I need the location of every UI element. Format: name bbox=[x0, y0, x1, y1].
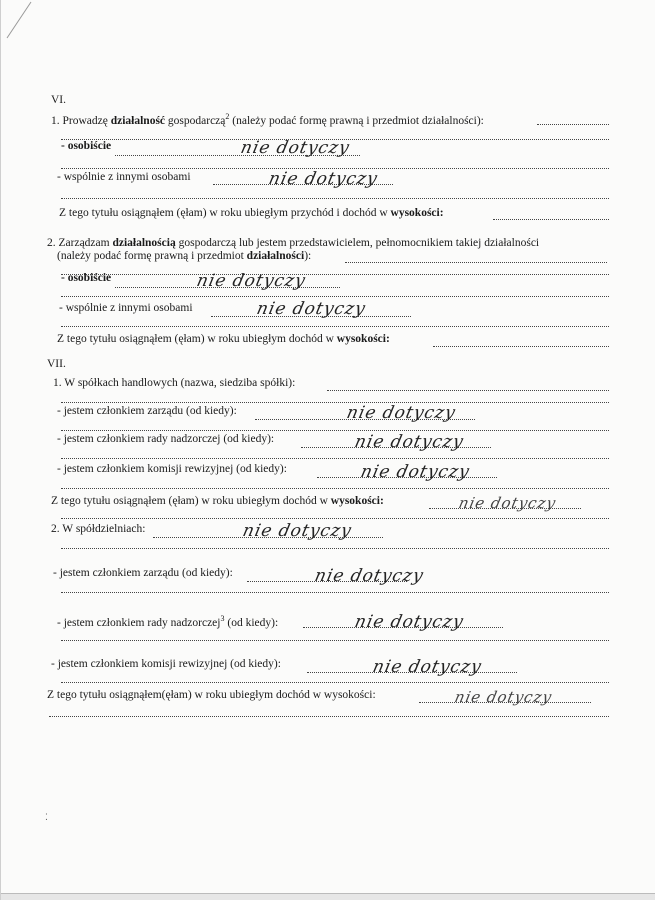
vii-q2-extra-line-4 bbox=[49, 716, 609, 717]
vi-q2-income-line[interactable] bbox=[433, 346, 609, 347]
vii-q1-audit-label: - jestem członkiem komisji rewizyjnej (od kiedy): bbox=[57, 463, 287, 475]
vii-q2-board-value: nie dotyczy bbox=[312, 566, 426, 586]
vii-q1-supervisory-label: - jestem członkiem rady nadzorczej (od kiedy): bbox=[57, 433, 275, 445]
vi-q1-income-line[interactable] bbox=[493, 219, 609, 220]
vii-q2-supervisory-label: - jestem członkiem rady nadzorczej$^3$ (od kiedy): bbox=[57, 614, 279, 629]
vii-q1-board-value: nie dotyczy bbox=[344, 403, 458, 423]
vi-q2-personally-label: - osobiście bbox=[61, 272, 112, 284]
vi-q2-jointly-label: - wspólnie z innymi osobami bbox=[59, 302, 193, 314]
vi-q2-answer-line-2[interactable] bbox=[61, 274, 609, 275]
vii-q1-income-label: Z tego tytułu osiągnąłem (ęłam) w roku ubiegłym dochód w wysokości: bbox=[51, 495, 384, 507]
vii-q2-income-value: nie dotyczy bbox=[453, 688, 554, 706]
vii-q2-extra-line bbox=[61, 592, 609, 593]
vii-q1-title-line[interactable] bbox=[327, 390, 609, 391]
vi-q2-extra-line-2 bbox=[61, 326, 609, 327]
vi-q1-personally-label: - osobiście bbox=[61, 140, 112, 152]
vi-q1-income-label: Z tego tytułu osiągnąłem (ęłam) w roku ubiegłym przychód i dochód w wysokości: bbox=[59, 207, 444, 219]
page-bottom-edge bbox=[1, 893, 655, 900]
vi-q2-personally-value: nie dotyczy bbox=[194, 271, 308, 291]
vii-q1-extra-line bbox=[61, 430, 609, 431]
scan-corner-mark bbox=[1, 0, 41, 40]
vi-q1-answer-line[interactable] bbox=[537, 124, 609, 125]
vii-q2-board-label: - jestem członkiem zarządu (od kiedy): bbox=[53, 567, 233, 579]
vii-q2-extra-line-2 bbox=[61, 640, 609, 641]
vi-q2-answer-line[interactable] bbox=[345, 262, 607, 263]
vi-q1-jointly-label: - wspólnie z innymi osobami bbox=[57, 171, 191, 183]
vii-q2-income-label: Z tego tytułu osiągnąłem(ęłam) w roku ubiegłym dochód w wysokości: bbox=[47, 689, 376, 701]
section-vi-heading: VI. bbox=[51, 94, 67, 106]
vii-q1-title: 1. W spółkach handlowych (nazwa, siedziba spółki): bbox=[53, 377, 296, 389]
vi-q1-jointly-value: nie dotyczy bbox=[266, 169, 380, 189]
vii-q2-audit-label: - jestem członkiem komisji rewizyjnej (od kiedy): bbox=[51, 658, 281, 670]
vi-q1-personally-value: nie dotyczy bbox=[238, 138, 352, 158]
vii-q1-income-value: nie dotyczy bbox=[457, 494, 558, 512]
vi-q1-text: 1. Prowadzę działalność gospodarczą$^2$ (należy podać formę prawną i przedmiot działalności): bbox=[51, 112, 484, 127]
vii-q2-audit-value: nie dotyczy bbox=[370, 657, 484, 677]
vii-q2-supervisory-value: nie dotyczy bbox=[352, 612, 466, 632]
vi-q2-jointly-value: nie dotyczy bbox=[254, 299, 368, 319]
vii-q1-extra-line-2 bbox=[61, 458, 609, 459]
vii-q2-top-line bbox=[61, 518, 609, 519]
vii-q1-extra-line-3 bbox=[61, 488, 609, 489]
scan-speck: ⁚ bbox=[45, 812, 48, 822]
vii-q2-extra-line-3 bbox=[61, 682, 609, 683]
vii-q2-title-line-2[interactable] bbox=[61, 548, 609, 549]
vii-q1-supervisory-value: nie dotyczy bbox=[352, 432, 466, 452]
section-vii-heading: VII. bbox=[47, 358, 66, 370]
vi-q2-line1: 2. Zarządzam działalnością gospodarczą lub jestem przedstawicielem, pełnomocnikiem takiej działalności bbox=[47, 237, 540, 249]
vii-q2-title-value: nie dotyczy bbox=[240, 521, 354, 541]
vii-q1-audit-value: nie dotyczy bbox=[358, 462, 472, 482]
vi-q2-income-label: Z tego tytułu osiągnąłem (ęłam) w roku ubiegłym dochód w wysokości: bbox=[57, 333, 390, 345]
vii-q1-board-label: - jestem członkiem zarządu (od kiedy): bbox=[57, 405, 237, 417]
vi-q1-extra-line-2 bbox=[61, 198, 609, 199]
vii-q2-title: 2. W spółdzielniach: bbox=[51, 523, 146, 535]
vi-q2-line2: (należy podać formę prawną i przedmiot działalności): bbox=[57, 250, 312, 262]
vii-q1-title-line-2[interactable] bbox=[61, 402, 609, 403]
vi-q2-extra-line bbox=[61, 296, 609, 297]
